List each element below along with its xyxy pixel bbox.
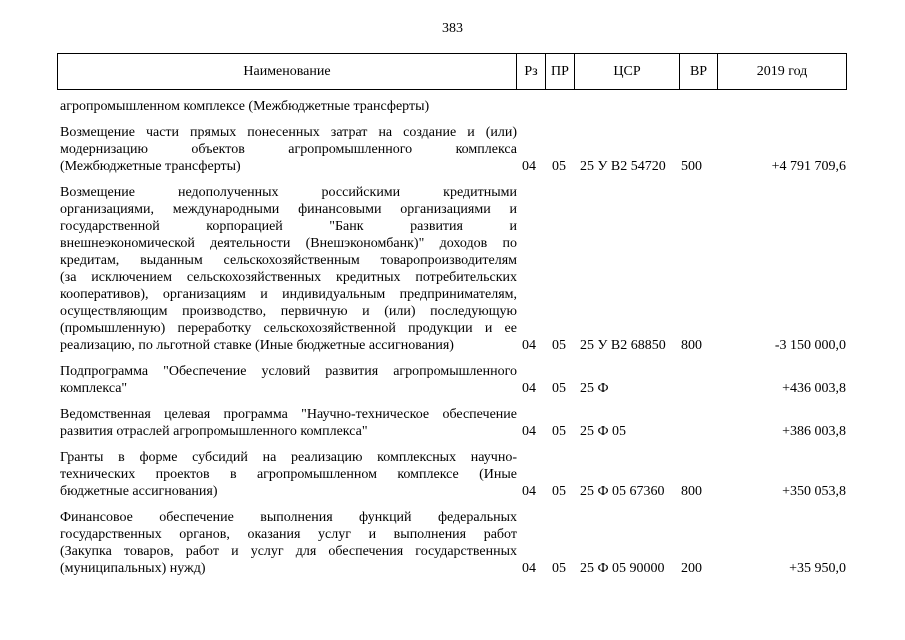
row-name-line: Финансовое обеспечение выполнения функций федеральных xyxy=(60,510,517,525)
row-name-line: Гранты в форме субсидий на реализацию комплексных научно- xyxy=(60,450,517,465)
row-vr: 800 xyxy=(681,484,702,499)
row-pr: 05 xyxy=(552,381,566,396)
row-name-line: организациями, международными финансовыми организациями и xyxy=(60,202,517,217)
header-vr: ВР xyxy=(680,54,718,90)
row-name-line: (Межбюджетные трансферты) xyxy=(60,159,241,174)
row-csr: 25 У В2 54720 xyxy=(580,159,666,174)
row-name-line: Возмещение недополученных российскими кредитными xyxy=(60,185,517,200)
row-amount: -3 150 000,0 xyxy=(774,338,846,353)
page-number: 383 xyxy=(442,21,463,36)
row-amount: +350 053,8 xyxy=(782,484,846,499)
row-rz: 04 xyxy=(522,338,536,353)
row-rz: 04 xyxy=(522,424,536,439)
row-name xyxy=(60,406,517,440)
row-name-line: комплекса" xyxy=(60,381,128,396)
row-pr: 05 xyxy=(552,159,566,174)
row-amount: +4 791 709,6 xyxy=(771,159,846,174)
row-name-line: (промышленную) переработку сельскохозяйственной продукции и ее xyxy=(60,321,517,336)
row-pr: 05 xyxy=(552,424,566,439)
row-name-line: Подпрограмма "Обеспечение условий развития агропромышленного xyxy=(60,364,517,379)
row-name xyxy=(60,363,517,397)
row-rz: 04 xyxy=(522,159,536,174)
row-name xyxy=(60,124,517,175)
row-name-line: развития отраслей агропромышленного комплекса" xyxy=(60,424,368,439)
header-year: 2019 год xyxy=(718,54,847,90)
row-amount: +386 003,8 xyxy=(782,424,846,439)
header-csr: ЦСР xyxy=(575,54,680,90)
row-name-line: государственной корпорацией "Банк развития и xyxy=(60,219,517,234)
row-name-line: внешнеэкономической деятельности (Внешэкономбанк)" доходов по xyxy=(60,236,517,251)
row-vr: 500 xyxy=(681,159,702,174)
row-rz: 04 xyxy=(522,561,536,576)
budget-table-body xyxy=(60,98,846,586)
row-amount: +436 003,8 xyxy=(782,381,846,396)
row-csr: 25 Ф xyxy=(580,381,609,396)
header-name: Наименование xyxy=(58,54,517,90)
row-rz: 04 xyxy=(522,381,536,396)
row-name-line: (Закупка товаров, работ и услуг для обеспечения государственных xyxy=(60,544,517,559)
row-name xyxy=(60,184,517,354)
row-name xyxy=(60,509,517,577)
row-csr: 25 У В2 68850 xyxy=(580,338,666,353)
row-name-line: (муниципальных) нужд) xyxy=(60,561,206,576)
row-name-line: агропромышленном комплексе (Межбюджетные трансферты) xyxy=(60,99,430,114)
row-rz: 04 xyxy=(522,484,536,499)
table-row xyxy=(60,98,846,115)
row-pr: 05 xyxy=(552,484,566,499)
row-csr: 25 Ф 05 67360 xyxy=(580,484,665,499)
table-row xyxy=(60,184,846,354)
row-csr: 25 Ф 05 xyxy=(580,424,627,439)
row-name-line: государственных органов, оказания услуг и выполнения работ xyxy=(60,527,517,542)
row-name-line: бюджетные ассигнования) xyxy=(60,484,218,499)
row-name-line: Возмещение части прямых понесенных затрат на создание и (или) xyxy=(60,125,517,140)
header-rz: Рз xyxy=(517,54,546,90)
row-name-line: реализацию, по льготной ставке (Иные бюджетные ассигнования) xyxy=(60,338,454,353)
table-row xyxy=(60,449,846,500)
table-header xyxy=(57,53,847,90)
row-name-line: модернизацию объектов агропромышленного комплекса xyxy=(60,142,517,157)
row-name-line: технических проектов в агропромышленном комплексе (Иные xyxy=(60,467,517,482)
table-row xyxy=(60,509,846,577)
table-row xyxy=(60,124,846,175)
row-name-line: кооперативов), организациям и индивидуальным предпринимателям, xyxy=(60,287,517,302)
row-name-line: осуществляющим производство, первичную и (или) последующую xyxy=(60,304,517,319)
row-name-line: Ведомственная целевая программа "Научно-техническое обеспечение xyxy=(60,407,517,422)
row-name-line: кредитам, выданным сельскохозяйственным товаропроизводителям xyxy=(60,253,517,268)
row-vr: 800 xyxy=(681,338,702,353)
row-vr: 200 xyxy=(681,561,702,576)
table-row xyxy=(60,406,846,440)
row-name-line: (за исключением сельскохозяйственных кредитных потребительских xyxy=(60,270,517,285)
row-name xyxy=(60,449,517,500)
row-amount: +35 950,0 xyxy=(789,561,846,576)
row-csr: 25 Ф 05 90000 xyxy=(580,561,665,576)
row-name xyxy=(60,98,517,115)
row-pr: 05 xyxy=(552,561,566,576)
header-pr: ПР xyxy=(546,54,575,90)
table-row xyxy=(60,363,846,397)
row-pr: 05 xyxy=(552,338,566,353)
